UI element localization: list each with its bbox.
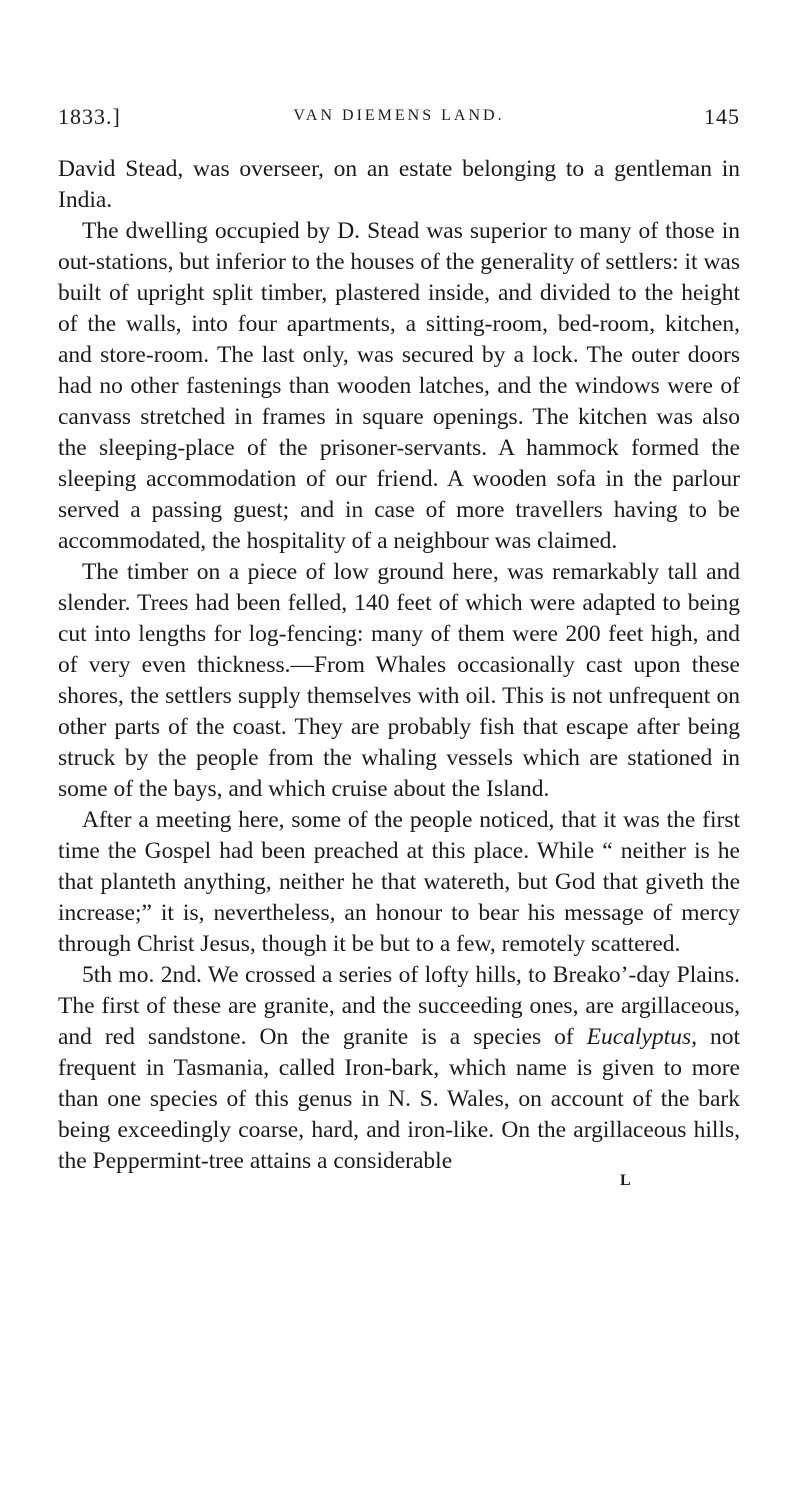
header-title: VAN DIEMENS LAND. bbox=[293, 107, 505, 124]
body-text bbox=[58, 154, 740, 1177]
paragraph-timber: The timber on a piece of low ground here, was remarkably tall and slender. Trees had been felled, 140 feet of which were adapted to being cut into lengths for log-fencing: many of them were 200 feet high, and of very even thickness.—From Whales occasionally cast upon these shores, the settlers supply themselves with oil. This is not unfrequent on other parts of the coast. They are probably fish that escape after being struck by the people from the whaling vessels which are stationed in some of the bays, and which cruise about the Island. bbox=[58, 559, 740, 802]
paragraph-meeting: After a meeting here, some of the people noticed, that it was the first time the Gospel had been preached at this place. While “ neither is he that planteth anything, neither he that watereth, but God that giveth the increase;” it is, nevertheless, an honour to bear his message of mercy through Christ Jesus, though it be but to a few, remotely scattered. bbox=[58, 807, 740, 957]
signature-mark: L bbox=[620, 1172, 631, 1189]
paragraph-journey bbox=[58, 960, 740, 1177]
species-name: Eucalyptus, bbox=[586, 1024, 697, 1050]
header-year: 1833.] bbox=[58, 104, 121, 129]
journey-text-start: 5th mo. 2nd. We crossed a series of lofty hills, to Breako’-day Plains. The first of these are granite, and the succeeding ones, are argillaceous, and red sandstone. On the granite is a species of bbox=[58, 962, 740, 1050]
paragraph-continuation: David Stead, was overseer, on an estate belonging to a gentleman in India. bbox=[58, 156, 740, 213]
page-number: 145 bbox=[704, 104, 740, 129]
paragraph-dwelling: The dwelling occupied by D. Stead was superior to many of those in out-stations, but inferior to the houses of the generality of settlers: it was built of upright split timber, plastered inside, and divided to the height of the walls, into four apartments, a sitting-room, bed-room, kitchen, and store-room. The last only, was secured by a lock. The outer doors had no other fastenings than wooden latches, and the windows were of canvass stretched in frames in square openings. The kitchen was also the sleeping-place of the prisoner-servants. A hammock formed the sleeping accommodation of our friend. A wooden sofa in the parlour served a passing guest; and in case of more travellers having to be accommodated, the hospitality of a neighbour was claimed. bbox=[58, 218, 741, 554]
journey-text-end: not frequent in Tasmania, called Iron-bark, which name is given to more than one species of this genus in N. S. Wales, on account of the bark being exceedingly coarse, hard, and iron-like. On the argillaceous hills, the Peppermint-tree attains a considerable bbox=[58, 1024, 740, 1174]
running-head bbox=[58, 104, 740, 134]
